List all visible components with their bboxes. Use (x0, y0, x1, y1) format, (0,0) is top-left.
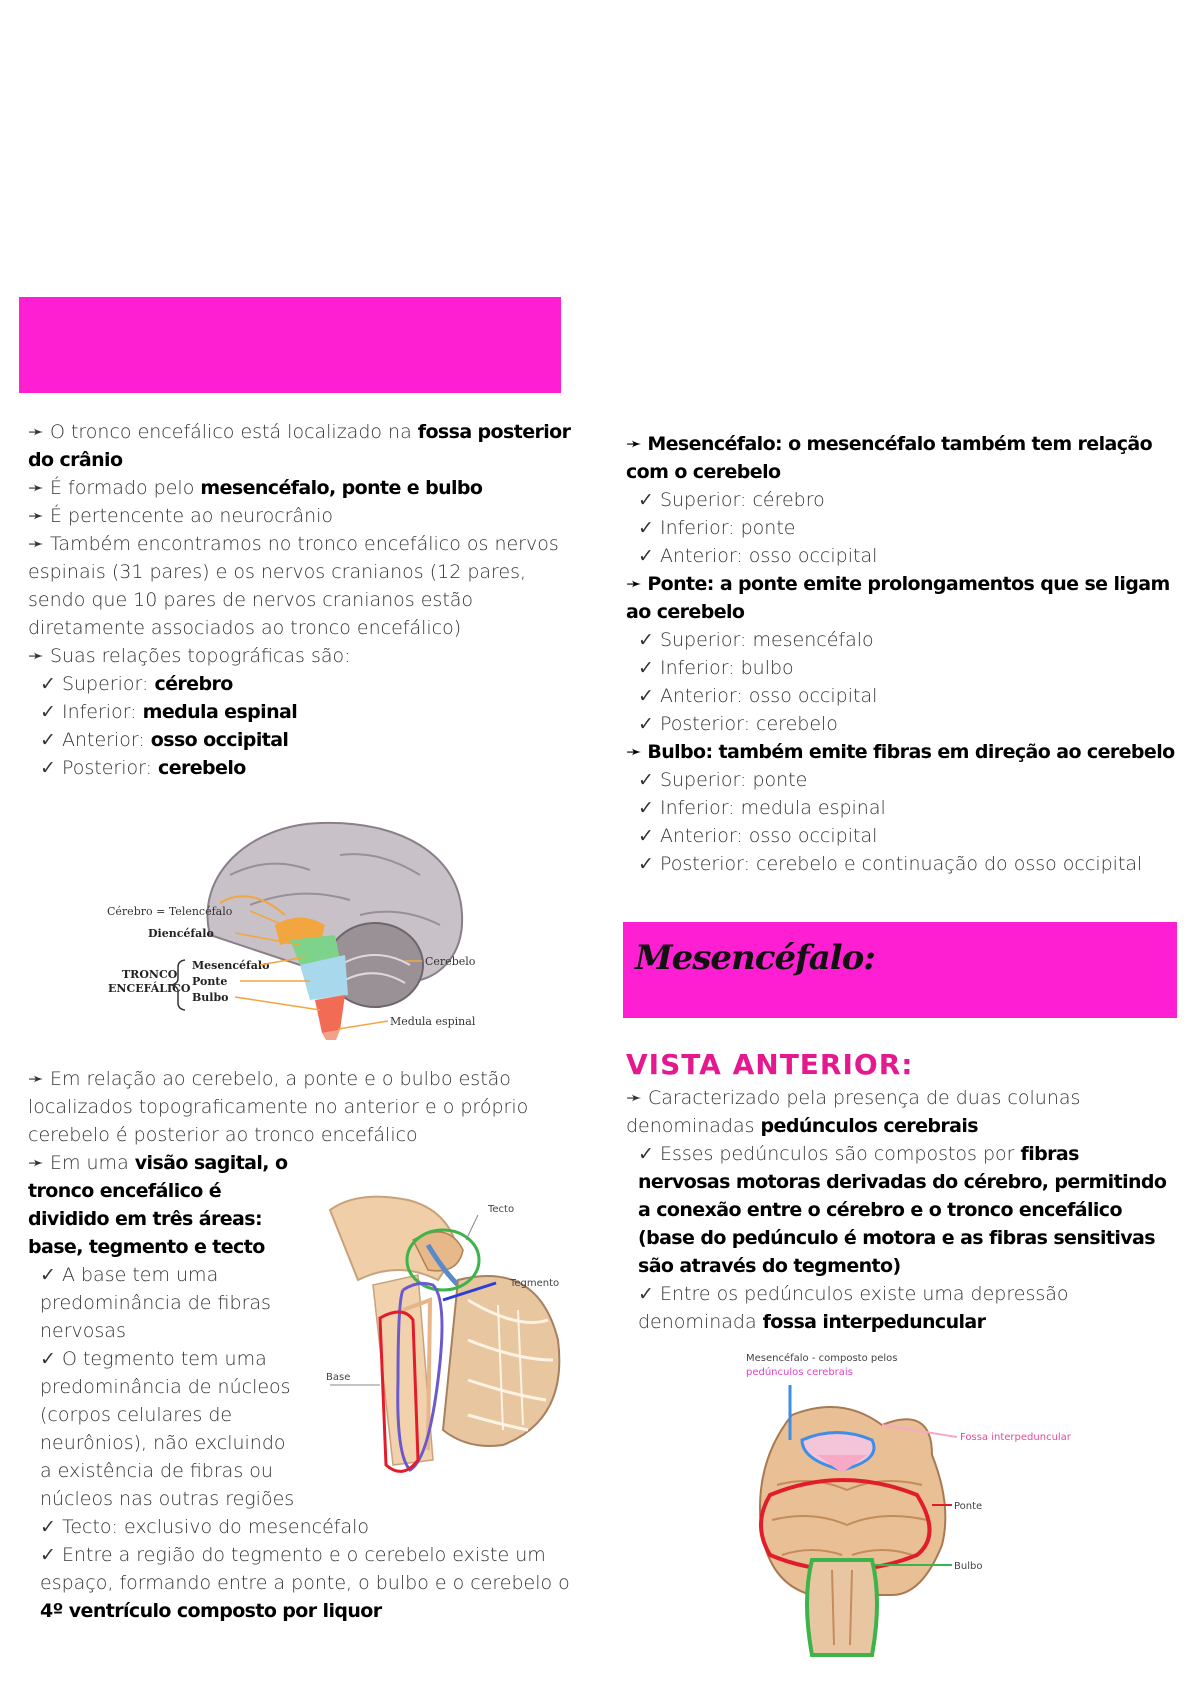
ponte-item-4: ✓ Posterior: cerebelo (638, 713, 838, 735)
sagital-intro: ➛ Em uma visão sagital, o tronco encefálico é dividido em três áreas: base, tegmento e tecto (28, 1152, 288, 1258)
bulbo-relation-heading: ➛ Bulbo: também emite fibras em direção ao cerebelo (626, 741, 1175, 763)
brainstem-sagittal-illustration (318, 1190, 580, 1480)
cerebelo-relation-text: ➛ Em relação ao cerebelo, a ponte e o bulbo estão localizados topograficamente no anterior e o próprio cerebelo é posterior ao tronco encefálico (28, 1068, 529, 1146)
bulbo-item-1: ✓ Superior: ponte (638, 769, 808, 791)
label-base: Base (326, 1372, 351, 1383)
mesencefalo-item-2: ✓ Inferior: ponte (638, 517, 796, 539)
relation-superior: ✓ Superior: cérebro (40, 673, 233, 695)
ponte-item-2: ✓ Inferior: bulbo (638, 657, 794, 679)
relation-inferior: ✓ Inferior: medula espinal (40, 701, 298, 723)
brainstem-anterior-illustration (742, 1345, 1102, 1675)
mesencefalo-item-3: ✓ Anterior: osso occipital (638, 545, 878, 567)
left-column-sagital (28, 1149, 298, 1513)
label-cerebro: Cérebro = Telencéfalo (107, 905, 233, 918)
vista-anterior-p1: ➛ Caracterizado pela presença de duas colunas denominadas pedúnculos cerebrais (626, 1087, 1081, 1137)
vista-anterior-heading: VISTA ANTERIOR: (626, 1048, 914, 1081)
banner-title-mesencefalo: Mesencéfalo: (635, 938, 875, 978)
intro-line-4: ➛ Também encontramos no tronco encefálico os nervos espinais (31 pares) e os nervos cranianos (12 pares, sendo que 10 pares de nervos cranianos estão diretamente associados ao tronco encefálico) (28, 533, 559, 639)
mesencefalo-item-1: ✓ Superior: cérebro (638, 489, 825, 511)
label-tronco: TRONCO (122, 968, 178, 981)
label-cerebelo: Cerebelo (425, 955, 476, 968)
label-mesencefalo: Mesencéfalo (192, 959, 270, 972)
ponte-relation-heading: ➛ Ponte: a ponte emite prolongamentos que se ligam ao cerebelo (626, 573, 1170, 623)
base-description: ✓ A base tem uma predominância de fibras nervosas (40, 1264, 271, 1342)
intro-line-3: ➛ É pertencente ao neurocrânio (28, 505, 334, 527)
label-caption-1: Mesencéfalo - composto pelos (746, 1353, 898, 1364)
bulbo-item-3: ✓ Anterior: osso occipital (638, 825, 878, 847)
bulbo-item-2: ✓ Inferior: medula espinal (638, 797, 886, 819)
brain-sagittal-illustration (100, 815, 490, 1040)
label-medula: Medula espinal (390, 1015, 476, 1028)
right-column-vista-anterior (626, 1048, 1176, 1336)
relation-anterior: ✓ Anterior: osso occipital (40, 729, 289, 751)
label-bulbo-fig3: Bulbo (954, 1561, 983, 1572)
vista-anterior-p3: ✓ Entre os pedúnculos existe uma depressão denominada fossa interpeduncular (638, 1283, 1069, 1333)
tegmento-description: ✓ O tegmento tem uma predominância de núcleos (corpos celulares de neurônios), não excluindo a existência de fibras ou núcleos nas outras regiões (40, 1348, 295, 1510)
section-banner-mesencefalo (623, 922, 1177, 1018)
left-column-cerebelo (28, 1065, 574, 1149)
label-bulbo: Bulbo (192, 991, 229, 1004)
intro-line-1: ➛ O tronco encefálico está localizado na fossa posterior do crânio (28, 421, 571, 471)
intro-line-5: ➛ Suas relações topográficas são: (28, 645, 351, 667)
ponte-item-3: ✓ Anterior: osso occipital (638, 685, 878, 707)
brainstem-anterior-figure (742, 1345, 1102, 1675)
vista-anterior-p2: ✓ Esses pedúnculos são compostos por fibras nervosas motoras derivadas do cérebro, permitindo a conexão entre o cérebro e o tronco encefálico (base do pedúnculo é motora e as fibras sensitivas são através do tegmento) (638, 1143, 1167, 1277)
relation-posterior: ✓ Posterior: cerebelo (40, 757, 246, 779)
right-column-relations (626, 430, 1176, 878)
relations-list (28, 670, 574, 782)
tecto-description: ✓ Tecto: exclusivo do mesencéfalo (40, 1516, 370, 1538)
mesencefalo-relation-heading: ➛ Mesencéfalo: o mesencéfalo também tem relação com o cerebelo (626, 433, 1153, 483)
label-ponte-fig3: Ponte (954, 1501, 983, 1512)
label-fossa: Fossa interpeduncular (960, 1432, 1071, 1443)
label-diencefalo: Diencéfalo (148, 927, 214, 940)
label-encefalico: ENCEFÁLICO (108, 982, 191, 995)
label-caption-2: pedúnculos cerebrais (746, 1367, 853, 1378)
left-column-tecto (28, 1513, 574, 1625)
section-banner-left (19, 297, 561, 393)
bulbo-item-4: ✓ Posterior: cerebelo e continuação do osso occipital (638, 853, 1143, 875)
intro-line-2: ➛ É formado pelo mesencéfalo, ponte e bulbo (28, 477, 483, 499)
ventriculo-description: ✓ Entre a região do tegmento e o cerebelo existe um espaço, formando entre a ponte, o bulbo e o cerebelo o 4º ventrículo composto por liquor (40, 1544, 570, 1622)
label-ponte: Ponte (192, 975, 228, 988)
ponte-item-1: ✓ Superior: mesencéfalo (638, 629, 874, 651)
brain-sagittal-figure (100, 815, 490, 1040)
left-column-intro (28, 418, 574, 782)
label-tecto: Tecto (488, 1204, 515, 1215)
brainstem-sagittal-figure (318, 1190, 580, 1480)
label-tegmento: Tegmento (510, 1278, 560, 1289)
